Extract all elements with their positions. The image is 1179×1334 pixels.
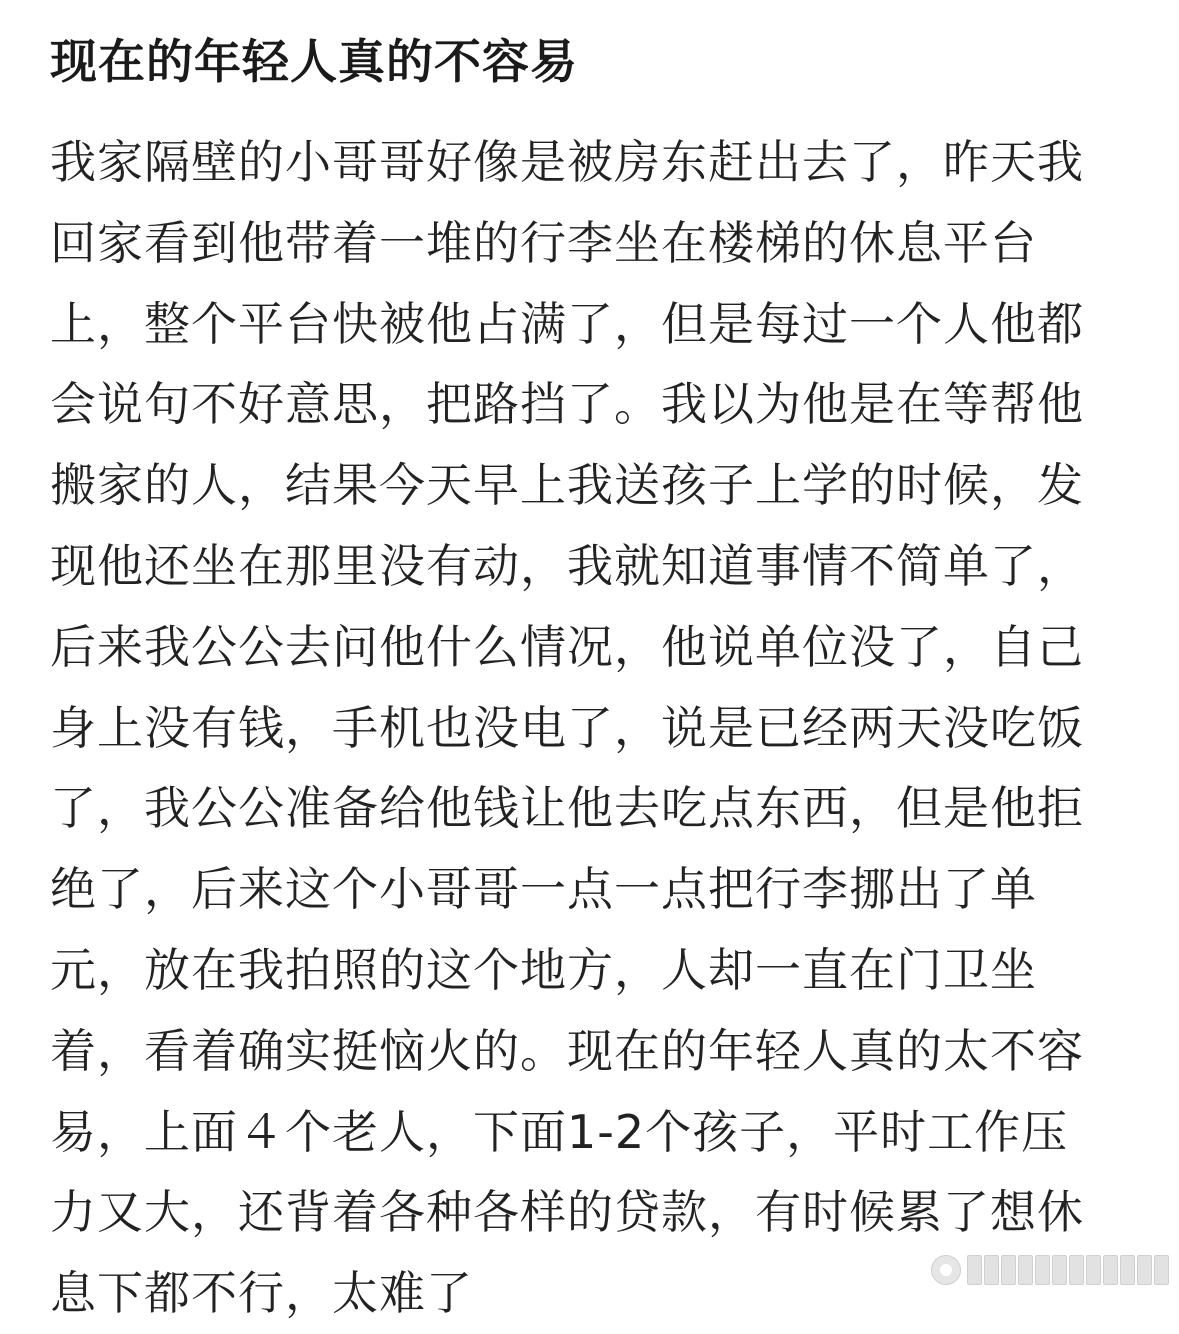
- watermark-bar-icon: [1154, 1255, 1169, 1285]
- body-line: 息下都不行，太难了: [50, 1266, 473, 1321]
- body-line: 力又大，还背着各种各样的贷款，有时候累了想休: [50, 1185, 1084, 1240]
- body-line: 元，放在我拍照的这个地方，人却一直在门卫坐: [50, 942, 1037, 997]
- body-line: 后来我公公去问他什么情况，他说单位没了，自己: [50, 619, 1084, 674]
- post-title: 现在的年轻人真的不容易: [50, 35, 578, 90]
- watermark-bar-icon: [1137, 1255, 1152, 1285]
- post-body: [50, 122, 1130, 1334]
- body-line: 会说句不好意思，把路挡了。我以为他是在等帮他: [50, 377, 1084, 432]
- body-line: 回家看到他带着一堆的行李坐在楼梯的休息平台: [50, 215, 1037, 270]
- watermark-bar-icon: [967, 1255, 982, 1285]
- watermark-bar-icon: [1052, 1255, 1067, 1285]
- body-line: 身上没有钱，手机也没电了，说是已经两天没吃饭: [50, 700, 1084, 755]
- watermark-bar-icon: [1103, 1255, 1118, 1285]
- body-line: 易，上面４个老人，下面1-2个孩子，平时工作压: [50, 1104, 1069, 1159]
- watermark-bar-icon: [984, 1255, 999, 1285]
- watermark-bar-icon: [1120, 1255, 1135, 1285]
- body-line: 上，整个平台快被他占满了，但是每过一个人他都: [50, 296, 1084, 351]
- watermark-bar-icon: [1018, 1255, 1033, 1285]
- watermark-bar-icon: [1035, 1255, 1050, 1285]
- body-line: 我家隔壁的小哥哥好像是被房东赶出去了，昨天我: [50, 135, 1084, 189]
- watermark-bar-icon: [1069, 1255, 1084, 1285]
- body-line: 绝了，后来这个小哥哥一点一点把行李挪出了单: [50, 862, 1037, 917]
- body-line: 现他还坐在那里没有动，我就知道事情不简单了，: [50, 538, 1084, 593]
- post-card: [50, 30, 1130, 1334]
- watermark: [931, 1253, 1169, 1287]
- body-line: 着，看着确实挺恼火的。现在的年轻人真的太不容: [50, 1023, 1084, 1078]
- watermark-bar-icon: [1001, 1255, 1016, 1285]
- body-line: 了，我公公准备给他钱让他去吃点东西，但是他拒: [50, 781, 1084, 836]
- watermark-bar-icon: [1086, 1255, 1101, 1285]
- watermark-logo-icon: [931, 1255, 961, 1285]
- body-line: 搬家的人，结果今天早上我送孩子上学的时候，发: [50, 458, 1084, 513]
